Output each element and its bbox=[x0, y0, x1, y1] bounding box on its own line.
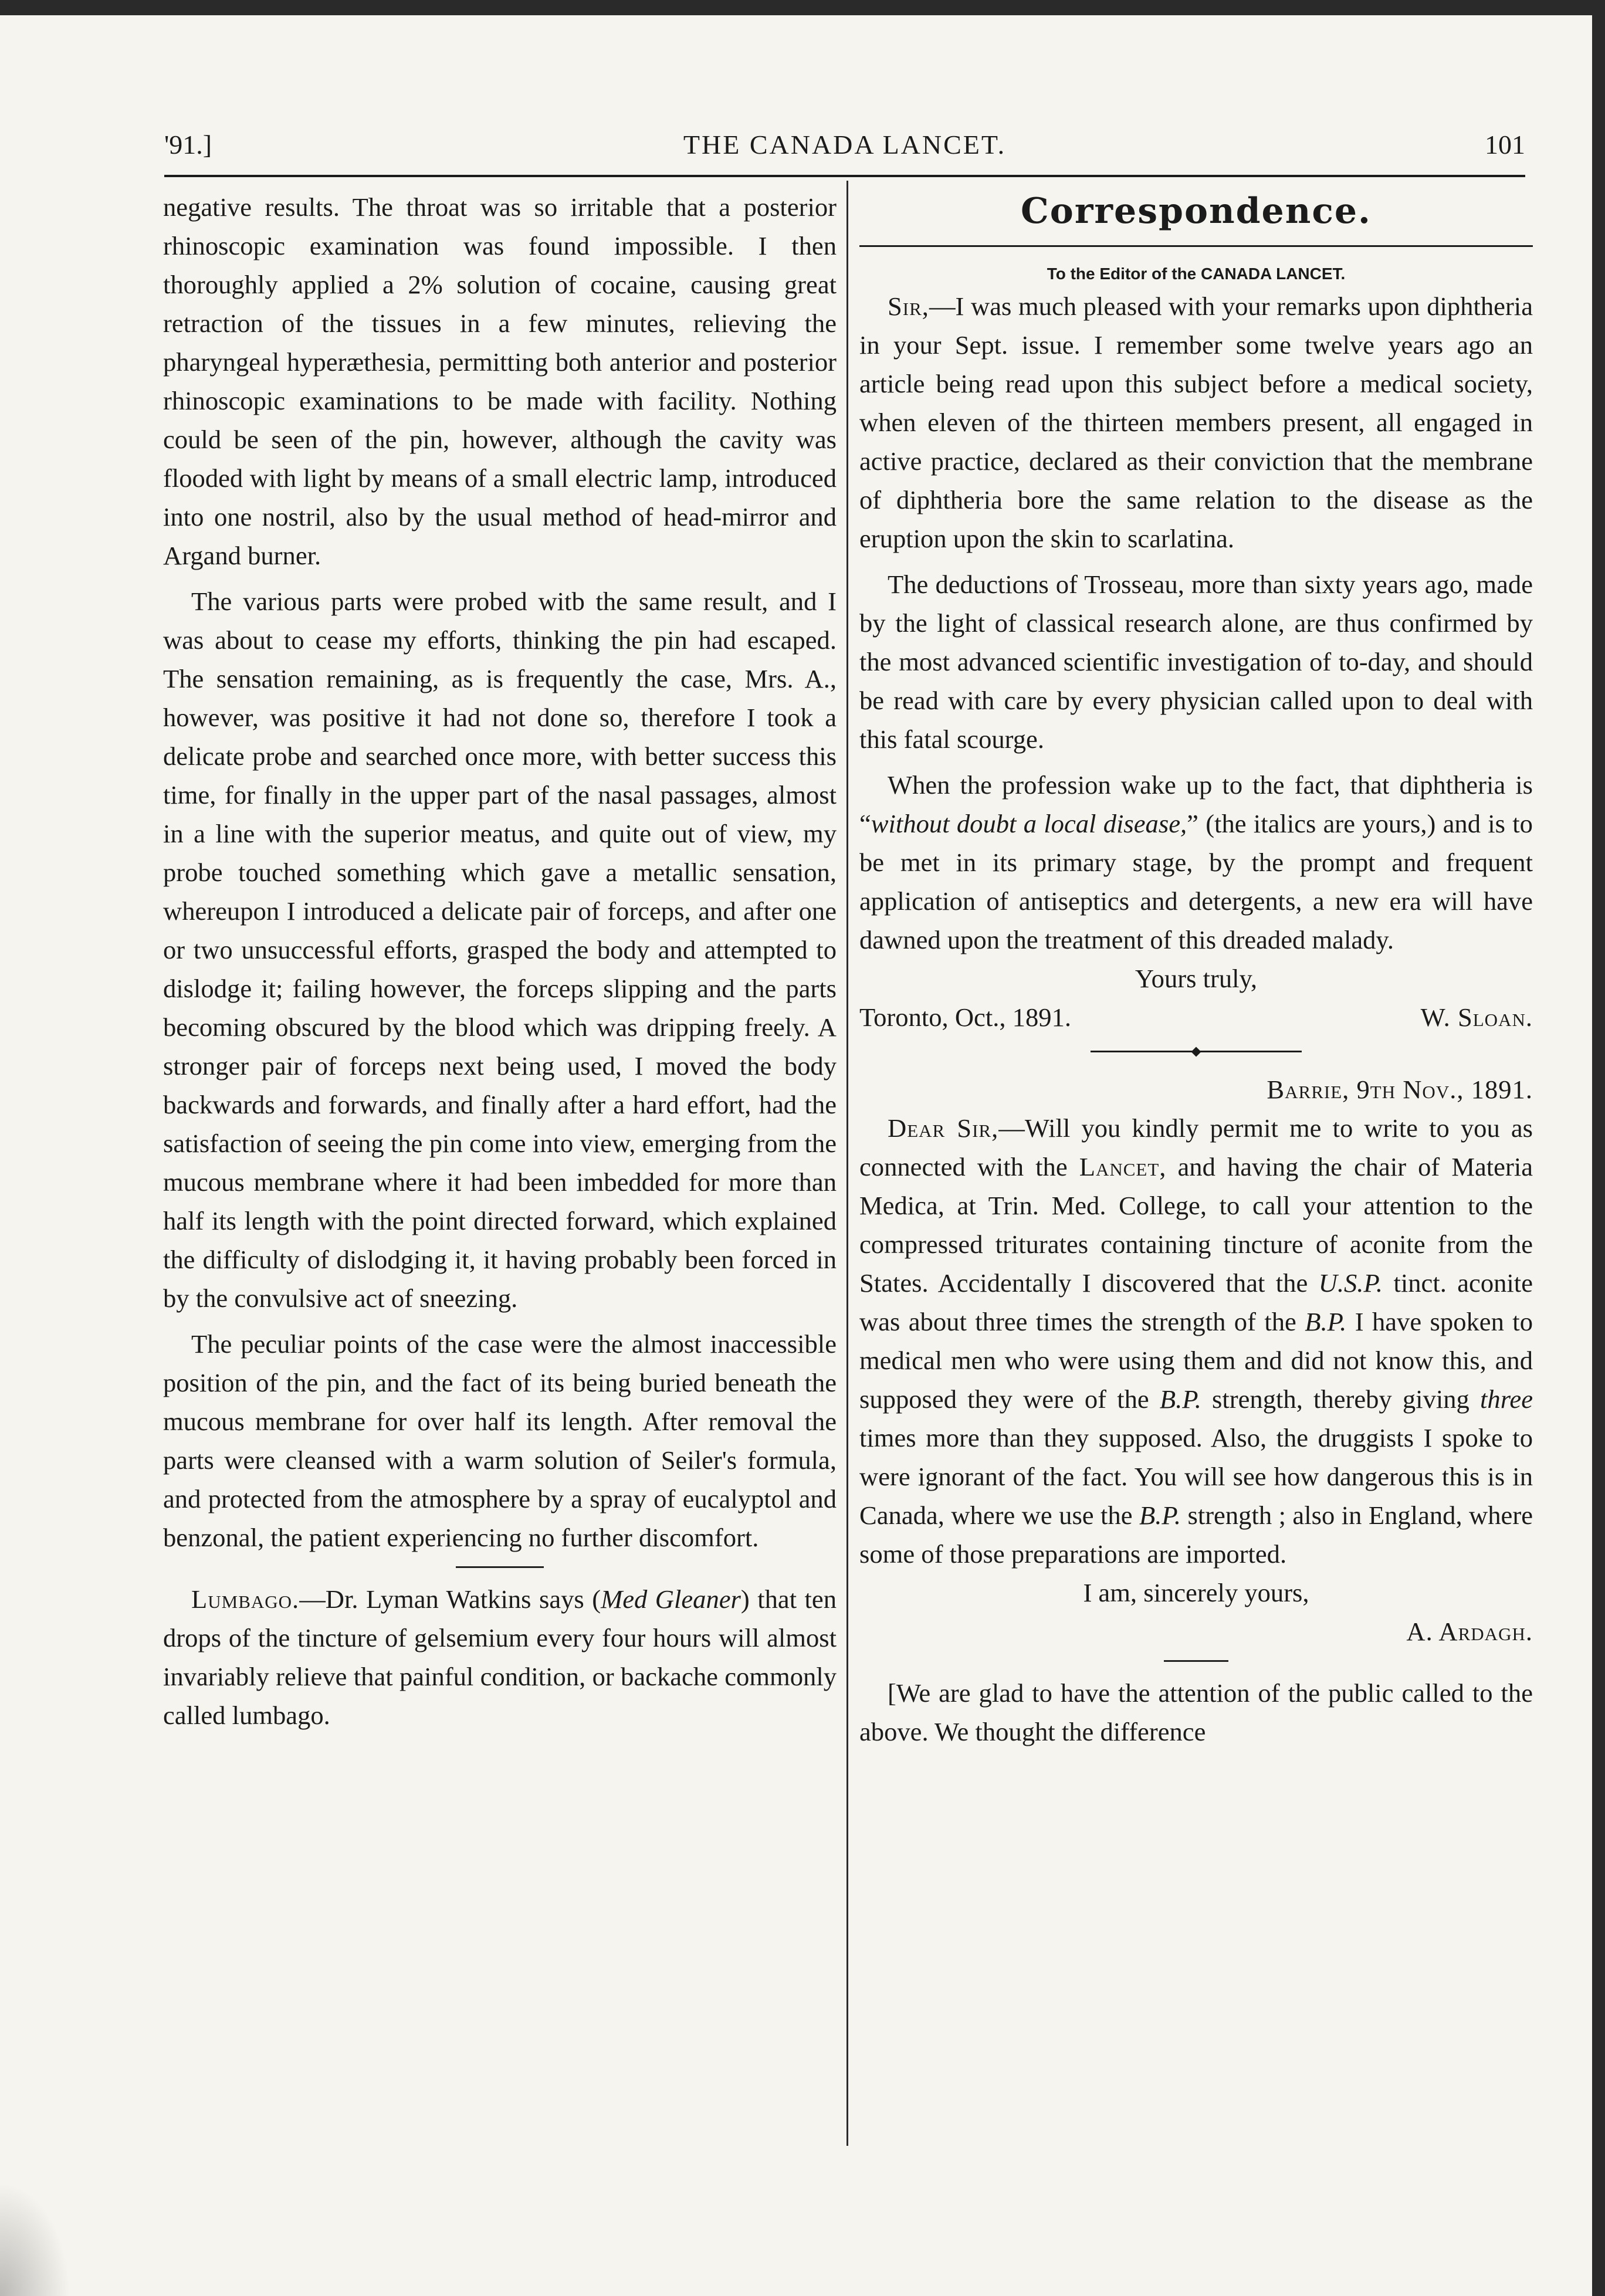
scan-top-edge bbox=[0, 0, 1605, 15]
letter-dateline: Barrie, 9th Nov., 1891. bbox=[1267, 1075, 1533, 1104]
header-page-number: 101 bbox=[1485, 130, 1525, 160]
column-divider bbox=[846, 181, 848, 2146]
left-column bbox=[163, 188, 837, 1735]
quoted-phrase: without doubt a local disease, bbox=[871, 809, 1187, 838]
header-rule bbox=[164, 175, 1525, 177]
letter-salutation: Dear Sir, bbox=[888, 1113, 999, 1143]
letter-paragraph: The deductions of Trosseau, more than sixty years ago, made by the light of classical research alone, are thus confirmed by the most advanced scientific investigation of to-day, and should be read with care by every physician called upon to deal with this fatal scourge. bbox=[859, 570, 1533, 754]
article-paragraph: The various parts were probed witb the same result, and I was about to cease my efforts, thinking the pin had escaped. The sensation remaining, as is frequently the case, Mrs. A., however, was positive it had not done so, therefore I took a delicate probe and searched once more, with better success this time, for finally in the upper part of the nasal passages, almost in a line with the superior meatus, and quite out of view, my probe touched something which gave a metallic sensation, whereupon I introduced a delicate pair of forceps, and after one or two unsuccessful efforts, grasped the body and attempted to dislodge it; failing however, the forceps slipping and the parts becoming obscured by the blood which was dripping freely. A stronger pair of forceps next being used, I moved the body backwards and forwards, and finally after a hard effort, had the satisfaction of seeing the pin come into view, emerging from the mucous membrane where it had been imbedded for more than half its length with the point directed forward, which explained the difficulty of dislodging it, it having probably been forced in by the convulsive act of sneezing. bbox=[163, 587, 837, 1313]
header-volume: '91.] bbox=[164, 130, 212, 160]
letter-paragraph: When the profession wake up to the fact, that diphtheria is “without doubt a local disease,” (the italics are yours,) and is to be met in its primary stage, by the prompt and frequent application of antiseptics and detergents, a new era will have dawned upon the treatment of this dreaded malady. bbox=[859, 770, 1533, 954]
source-citation: Med Gleaner bbox=[601, 1584, 741, 1614]
letter-signature: W. Sloan. bbox=[1420, 1003, 1533, 1032]
running-header bbox=[164, 129, 1525, 170]
header-journal-title: THE CANADA LANCET. bbox=[683, 130, 1007, 160]
diamond-ornament-icon bbox=[1191, 1047, 1201, 1056]
scan-right-edge bbox=[1592, 0, 1605, 2296]
letter-place-date: Toronto, Oct., 1891. bbox=[859, 1003, 1072, 1032]
title-rule bbox=[859, 245, 1533, 247]
letter-salutation: Sir, bbox=[888, 292, 929, 321]
ornamental-separator bbox=[1091, 1051, 1302, 1052]
editor-note: [We are glad to have the attention of the public called to the above. We thought the difference bbox=[859, 1678, 1533, 1746]
article-paragraph: The peculiar points of the case were the almost inaccessible position of the pin, and the fact of its being buried beneath the mucous membrane for over half its length. After removal the parts were cleansed with a warm solution of Seiler's formula, and protected from the atmosphere by a spray of eucalyptol and benzonal, the patient experiencing no further discomfort. bbox=[163, 1329, 837, 1552]
letter-address: To the Editor of the CANADA LANCET. bbox=[1047, 265, 1346, 283]
letter-closing: Yours truly, bbox=[1135, 964, 1258, 993]
letter-paragraph: Dear Sir,—Will you kindly permit me to write to you as connected with the Lancet, and having the chair of Materia Medica, at Trin. Med. College, to call your attention to the compressed triturates containing tincture of aconite from the States. Accidentally I discovered that the U.S.P. tinct. aconite was about three times the strength of the B.P. I have spoken to medical men who were using them and did not know this, and supposed they were of the B.P. strength, thereby giving three times more than they supposed. Also, the druggists I spoke to were ignorant of the fact. You will see how dangerous this is in Canada, where we use the B.P. strength ; also in England, where some of those preparations are imported. bbox=[859, 1113, 1533, 1569]
section-title: Correspondence. bbox=[1021, 191, 1372, 232]
lumbago-heading: Lumbago. bbox=[191, 1584, 300, 1614]
letter-paragraph: Sir,—I was much pleased with your remarks upon diphtheria in your Sept. issue. I remember some twelve years ago an article being read upon this subject before a medical society, when eleven of the thirteen members present, all engaged in active practice, declared as their conviction that the membrane of diphtheria bore the same relation to the disease as the eruption upon the skin to scarlatina. bbox=[859, 292, 1533, 553]
article-paragraph: negative results. The throat was so irritable that a posterior rhinoscopic examination was found impossible. I then thoroughly applied a 2% solution of cocaine, causing great retraction of the tissues in a few minutes, relieving the pharyngeal hyperæthesia, permitting both anterior and posterior rhinoscopic examinations to be made with facility. Nothing could be seen of the pin, however, although the cavity was flooded with light by means of a small electric lamp, introduced into one nostril, also by the usual method of head-mirror and Argand burner. bbox=[163, 192, 837, 570]
scan-artifact bbox=[0, 2182, 70, 2296]
right-column bbox=[859, 188, 1533, 1751]
section-separator bbox=[456, 1566, 544, 1568]
lumbago-paragraph: Lumbago.—Dr. Lyman Watkins says (Med Gleaner) that ten drops of the tincture of gelsemium every four hours will almost invariably relieve that painful condition, or backache commonly called lumbago. bbox=[163, 1584, 837, 1730]
letter-closing: I am, sincerely yours, bbox=[1083, 1578, 1309, 1607]
letter-signature-row bbox=[859, 998, 1533, 1037]
letter-signature: A. Ardagh. bbox=[1406, 1617, 1533, 1646]
section-separator bbox=[1164, 1660, 1228, 1662]
